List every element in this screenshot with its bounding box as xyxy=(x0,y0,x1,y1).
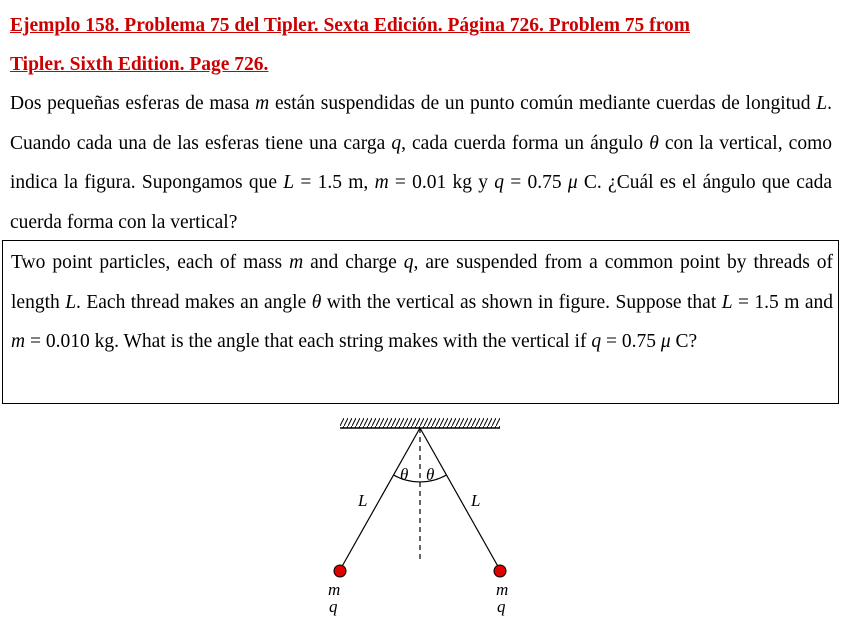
en-var-q: q xyxy=(591,331,602,352)
en-var-m: m xyxy=(289,252,304,273)
en-var-m: m xyxy=(11,331,26,352)
L-left-label: L xyxy=(358,491,368,510)
m-left-label: m xyxy=(328,580,341,599)
english-statement xyxy=(11,243,833,362)
right-string xyxy=(420,428,500,570)
en-text: = 1.5 m and xyxy=(732,291,833,313)
es-var-L: L xyxy=(816,93,828,114)
es-text: C. ¿Cuál es el ángulo que cada cuerda forma con la vertical? xyxy=(10,172,833,233)
left-sphere xyxy=(334,565,346,577)
title-line-2: Tipler. Sixth Edition. Page 726. xyxy=(10,54,269,75)
es-var-mu: μ xyxy=(567,172,578,193)
es-text: Dos pequeñas esferas de masa xyxy=(10,93,256,114)
english-statement-box xyxy=(2,240,839,404)
es-text: = 0.01 kg y xyxy=(388,172,495,193)
es-var-theta: θ xyxy=(649,132,659,154)
en-text: . Each thread makes an angle xyxy=(76,291,312,313)
es-text: = 0.75 xyxy=(504,172,568,193)
es-var-q: q xyxy=(494,172,505,193)
en-text: , are suspended from a common point by threads of length xyxy=(11,252,833,313)
pendulum-figure xyxy=(300,410,560,625)
es-text: . Cuando cada una de las esferas tiene una carga xyxy=(10,93,832,154)
es-text: = 1.5 m, xyxy=(294,172,375,193)
m-right-label: m xyxy=(496,580,509,599)
theta-left-label: θ xyxy=(400,465,409,484)
en-var-L: L xyxy=(65,291,77,313)
en-var-L: L xyxy=(721,291,733,313)
en-text: = 0.75 xyxy=(601,331,661,352)
en-text: Two point particles, each of mass xyxy=(11,252,290,273)
title-line-1: Ejemplo 158. Problema 75 del Tipler. Sexta Edición. Página 726. Problem 75 from xyxy=(10,15,690,36)
en-text: and charge xyxy=(303,252,404,273)
page-title xyxy=(10,6,832,84)
en-var-theta: θ xyxy=(311,291,322,313)
es-var-m: m xyxy=(255,93,270,114)
en-text: C? xyxy=(670,331,698,352)
en-var-q: q xyxy=(403,252,414,273)
left-string xyxy=(340,428,420,570)
en-text: with the vertical as shown in figure. Suppose that xyxy=(321,291,722,313)
theta-right-label: θ xyxy=(426,465,435,484)
es-text: están suspendidas de un punto común mediante cuerdas de longitud xyxy=(269,93,817,114)
q-right-label: q xyxy=(497,597,506,616)
es-text: con la vertical, como indica la figura. Supongamos que xyxy=(10,132,833,193)
es-var-q: q xyxy=(391,132,402,154)
en-var-mu: μ xyxy=(660,331,671,352)
es-var-m: m xyxy=(374,172,389,193)
spanish-statement xyxy=(10,84,832,242)
q-left-label: q xyxy=(329,597,338,616)
en-text: = 0.010 kg. What is the angle that each string makes with the vertical if xyxy=(25,331,592,352)
es-var-L: L xyxy=(283,172,295,193)
es-text: , cada cuerda forma un ángulo xyxy=(401,132,650,154)
right-sphere xyxy=(494,565,506,577)
ceiling xyxy=(340,418,500,428)
L-right-label: L xyxy=(471,491,481,510)
